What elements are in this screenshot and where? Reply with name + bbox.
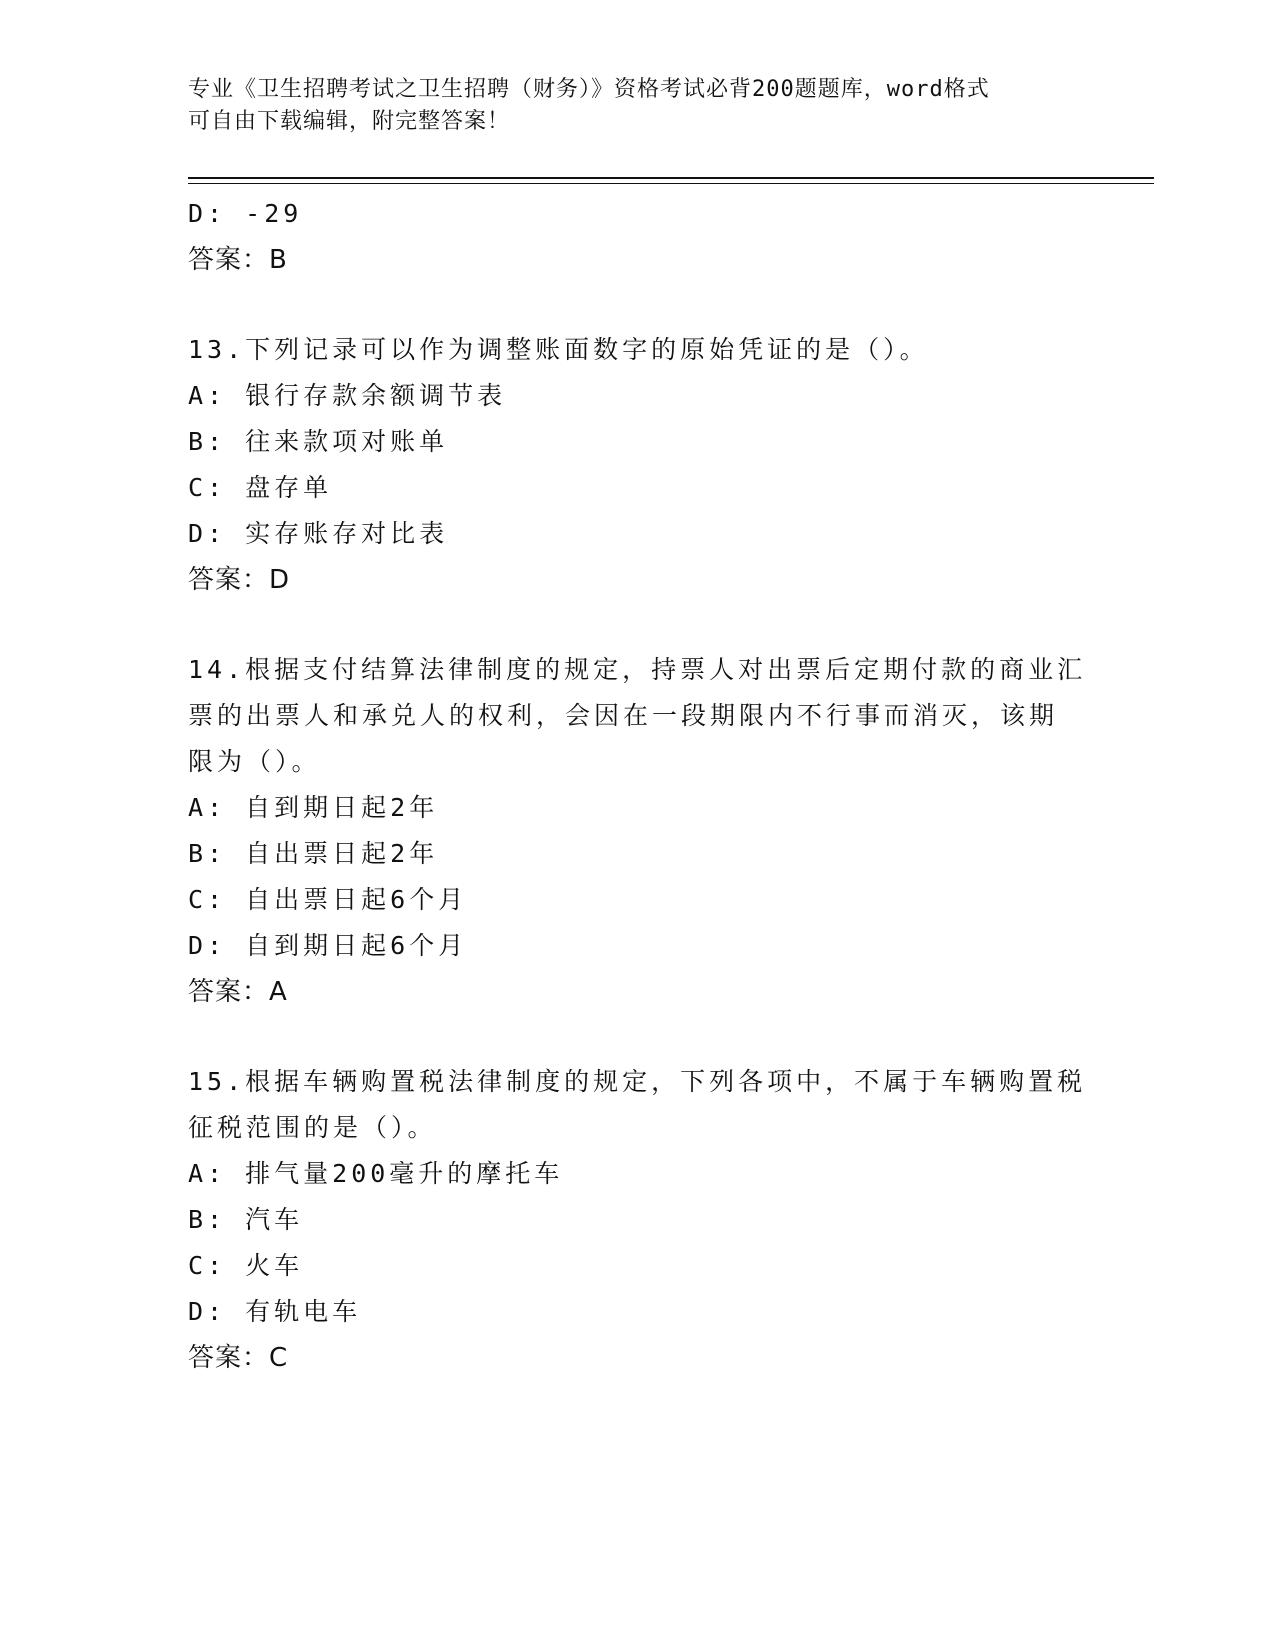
document-header: [188, 74, 1068, 138]
question-stem-line-2: 征税范围的是（）。: [188, 1113, 437, 1142]
option-b: B: 自出票日起2年: [188, 839, 439, 868]
option-d: D: 有轨电车: [188, 1297, 362, 1326]
question-stem-line-2: 票的出票人和承兑人的权利，会因在一段期限内不行事而消灭，该期: [188, 701, 1059, 730]
question-stem: 13.下列记录可以作为调整账面数字的原始凭证的是（）。: [188, 335, 929, 364]
header-divider-thick: [188, 177, 1154, 179]
option-c: C: 火车: [188, 1251, 304, 1280]
question-12-tail: [188, 191, 1088, 283]
answer-line: 答案：A: [188, 977, 288, 1007]
option-c: C: 盘存单: [188, 473, 333, 502]
header-line-2: 可自由下载编辑，附完整答案！: [188, 109, 511, 134]
answer-line: 答案：D: [188, 565, 291, 595]
question-stem-line-3: 限为（）。: [188, 747, 321, 776]
question-list: [188, 191, 1088, 1381]
header-divider-thin: [188, 183, 1154, 184]
option-a: A: 自到期日起2年: [188, 793, 439, 822]
question-stem-line-1: 14.根据支付结算法律制度的规定，持票人对出票后定期付款的商业汇: [188, 655, 1087, 684]
option-d: D: 自到期日起6个月: [188, 931, 468, 960]
option-d: D: -29: [188, 199, 303, 228]
spacer: [188, 283, 1088, 327]
question-stem-line-1: 15.根据车辆购置税法律制度的规定，下列各项中，不属于车辆购置税: [188, 1067, 1087, 1096]
option-c: C: 自出票日起6个月: [188, 885, 468, 914]
question-14: [188, 647, 1088, 1015]
spacer: [188, 603, 1088, 647]
question-15: [188, 1059, 1088, 1381]
answer-line: 答案：B: [188, 245, 288, 275]
option-b: B: 往来款项对账单: [188, 427, 449, 456]
spacer: [188, 1015, 1088, 1059]
option-a: A: 排气量200毫升的摩托车: [188, 1159, 564, 1188]
header-line-1: 专业《卫生招聘考试之卫生招聘（财务）》资格考试必背200题题库，word格式: [188, 77, 990, 102]
option-a: A: 银行存款余额调节表: [188, 381, 507, 410]
question-13: [188, 327, 1088, 603]
answer-line: 答案：C: [188, 1343, 289, 1373]
option-b: B: 汽车: [188, 1205, 304, 1234]
option-d: D: 实存账存对比表: [188, 519, 449, 548]
